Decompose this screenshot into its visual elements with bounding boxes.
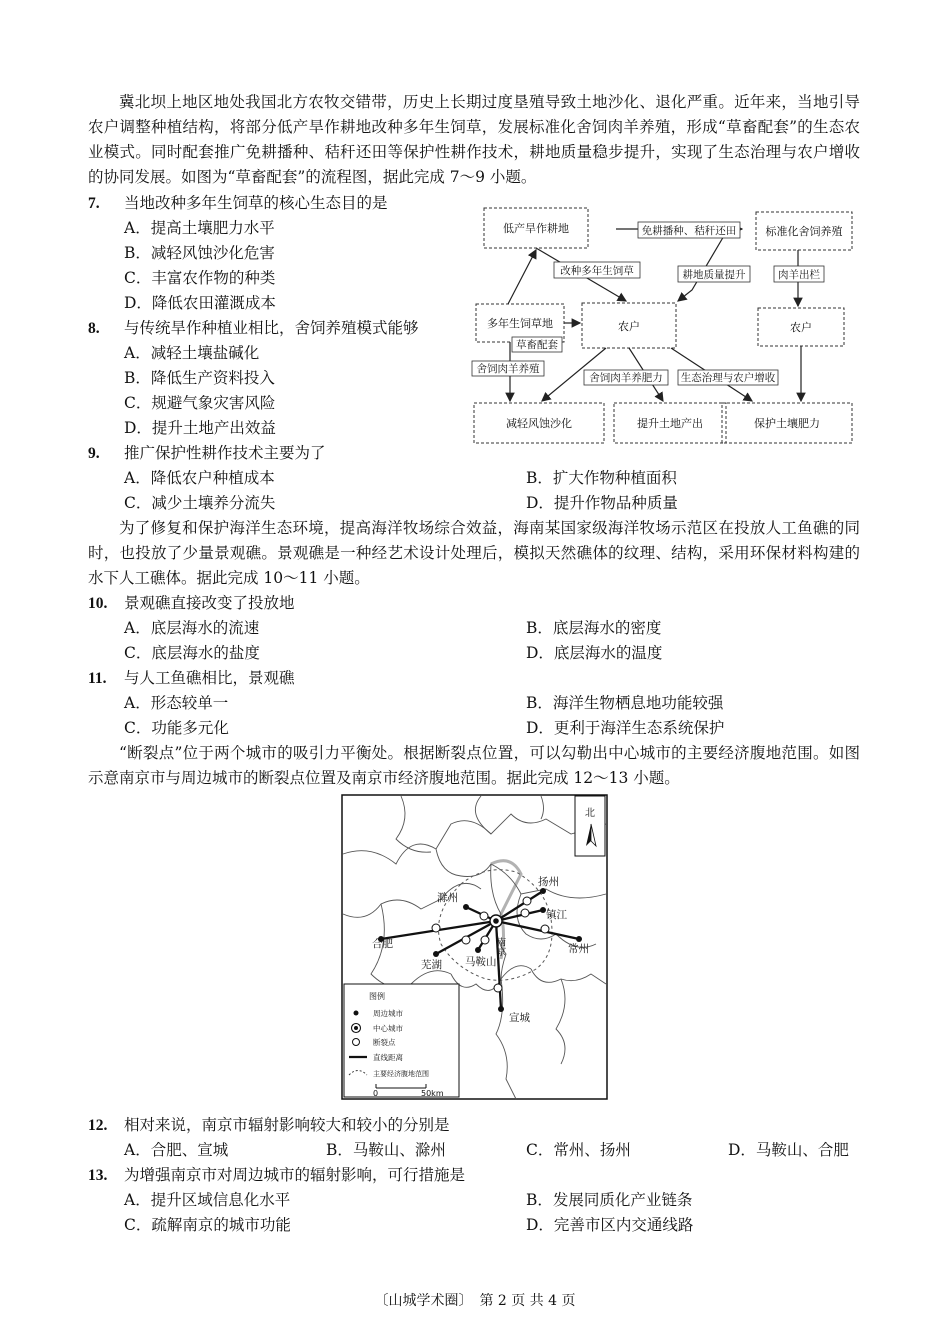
map-legend xyxy=(344,984,459,1098)
legend-surrounding-city: 周边城市 xyxy=(373,1009,403,1018)
option-11b: B．海洋生物栖息地功能较强 xyxy=(526,694,724,712)
option-9c: C．减少土壤养分流失 xyxy=(124,494,276,512)
north-arrow xyxy=(575,796,605,856)
north-label: 北 xyxy=(585,808,595,819)
label-sheep-output: 肉羊出栏 xyxy=(778,269,820,281)
flowchart-diagram xyxy=(466,200,861,448)
option-9a: A．降低农户种植成本 xyxy=(124,469,275,487)
nanjing-map xyxy=(341,794,608,1100)
city-label-hefei: 合肥 xyxy=(372,938,393,950)
option-8b: B．降低生产资料投入 xyxy=(124,369,275,387)
node-farmer-2: 农户 xyxy=(790,321,812,334)
legend-straight-distance: 直线距离 xyxy=(373,1053,403,1062)
question-number: 8. xyxy=(88,320,100,337)
question-9 xyxy=(0,441,860,466)
question-number: 13. xyxy=(88,1167,108,1184)
city-label-wuhu: 芜湖 xyxy=(421,959,442,971)
city-label-chuzhou: 滁州 xyxy=(437,892,458,904)
option-13d: D．完善市区内交通线路 xyxy=(526,1216,694,1234)
city-label-yangzhou: 扬州 xyxy=(538,876,559,888)
label-farmland-quality: 耕地质量提升 xyxy=(682,269,746,281)
legend-central-city: 中心城市 xyxy=(373,1024,403,1033)
question-stem: 与人工鱼礁相比，景观礁 xyxy=(124,669,295,687)
scale-50km: 50km xyxy=(421,1089,444,1098)
option-13a: A．提升区域信息化水平 xyxy=(124,1191,291,1209)
question-stem: 景观礁直接改变了投放地 xyxy=(124,594,295,612)
option-8c: C．规避气象灾害风险 xyxy=(124,394,276,412)
option-12a: A．合肥、宣城 xyxy=(124,1141,229,1159)
legend-breakpoint: 断裂点 xyxy=(373,1038,396,1047)
option-11c: C．功能多元化 xyxy=(124,719,229,737)
question-12 xyxy=(0,1113,860,1138)
legend-hinterland: 主要经济腹地范围 xyxy=(373,1070,429,1078)
question-stem: 当地改种多年生饲草的核心生态目的是 xyxy=(124,194,388,212)
node-low-yield-farmland: 低产旱作耕地 xyxy=(503,222,569,235)
question-number: 10. xyxy=(88,595,108,612)
question-11 xyxy=(0,666,860,691)
question-stem: 推广保护性耕作技术主要为了 xyxy=(124,444,326,462)
question-number: 12. xyxy=(88,1117,108,1134)
option-9d: D．提升作物品种质量 xyxy=(526,494,678,512)
option-9b: B．扩大作物种植面积 xyxy=(526,469,677,487)
label-grass-livestock: 草畜配套 xyxy=(516,339,558,351)
node-standard-feeding: 标准化舍饲养殖 xyxy=(765,225,843,238)
option-8a: A．减轻土壤盐碱化 xyxy=(124,344,260,362)
label-no-till: 免耕播种、秸秆还田 xyxy=(641,225,737,237)
city-label-changzhou: 常州 xyxy=(568,943,589,955)
option-10c: C．底层海水的盐度 xyxy=(124,644,260,662)
option-13b: B．发展同质化产业链条 xyxy=(526,1191,693,1209)
question-13 xyxy=(0,1163,860,1188)
question-7 xyxy=(0,191,470,216)
city-label-zhenjiang: 镇江 xyxy=(546,909,567,921)
node-land-output: 提升土地产出 xyxy=(637,417,703,430)
option-12d: D．马鞍山、合肥 xyxy=(728,1141,849,1159)
option-11d: D．更利于海洋生态系统保护 xyxy=(526,719,725,737)
option-10b: B．底层海水的密度 xyxy=(526,619,662,637)
option-10a: A．底层海水的流速 xyxy=(124,619,260,637)
node-reduce-desertification: 减轻风蚀沙化 xyxy=(506,417,572,430)
passage-10-11: 为了修复和保护海洋生态环境，提高海洋牧场综合效益，海南某国家级海洋牧场示范区在投放人工鱼礁的同时，也投放了少量景观礁。景观礁是一种经艺术设计处理后，模拟天然礁体的纹理、结构，采用环保材料构建的水下人工礁体。据此完成 10～11 小题。 xyxy=(88,519,860,587)
label-manure: 舍饲肉羊养肥力 xyxy=(589,372,663,384)
city-label-nanjing: 南京 xyxy=(494,937,506,956)
node-farmer: 农户 xyxy=(618,320,640,333)
question-number: 9. xyxy=(88,445,100,462)
question-stem: 为增强南京市对周边城市的辐射影响，可行措施是 xyxy=(124,1166,466,1184)
option-7b: B．减轻风蚀沙化危害 xyxy=(124,244,275,262)
option-12b: B．马鞍山、滁州 xyxy=(326,1141,446,1159)
passage-7-9: 冀北坝上地区地处我国北方农牧交错带，历史上长期过度垦殖导致土地沙化、退化严重。近年来，当地引导农户调整种植结构，将部分低产旱作耕地改种多年生饲草，发展标准化舍饲肉羊养殖，形成“草畜配套”的生态农业模式。同时配套推广免耕播种、秸秆还田等保护性耕作技术，耕地质量稳步提升，实现了生态治理与农户增收的协同发展。如图为“草畜配套”的流程图，据此完成 7～9 小题。 xyxy=(88,93,860,186)
label-sheep-feeding: 舍饲肉羊养殖 xyxy=(476,363,540,375)
scale-zero: 0 xyxy=(373,1089,379,1098)
option-7d: D．降低农田灌溉成本 xyxy=(124,294,276,312)
option-7c: C．丰富农作物的种类 xyxy=(124,269,276,287)
option-10d: D．底层海水的温度 xyxy=(526,644,663,662)
city-label-maanshan: 马鞍山 xyxy=(465,956,497,968)
page-footer: 〔山城学术圈〕 第 2 页 共 4 页 xyxy=(374,1293,576,1309)
label-plant-forage: 改种多年生饲草 xyxy=(560,265,634,277)
option-13c: C．疏解南京的城市功能 xyxy=(124,1216,291,1234)
option-11a: A．形态较单一 xyxy=(124,694,229,712)
legend-title: 图例 xyxy=(369,992,385,1001)
question-stem: 相对来说，南京市辐射影响较大和较小的分别是 xyxy=(124,1116,450,1134)
city-label-xuancheng: 宣城 xyxy=(509,1012,530,1024)
label-eco-income: 生态治理与农户增收 xyxy=(680,372,776,384)
node-forage-land: 多年生饲草地 xyxy=(487,317,553,330)
passage-12-13: “断裂点”位于两个城市的吸引力平衡处。根据断裂点位置，可以勾勒出中心城市的主要经济腹地范围。如图示意南京市与周边城市的断裂点位置及南京市经济腹地范围。据此完成 12～13 小题。 xyxy=(88,744,860,787)
question-number: 7. xyxy=(88,195,100,212)
node-soil-fertility: 保护土壤肥力 xyxy=(754,417,820,430)
question-8 xyxy=(0,316,470,341)
option-12c: C．常州、扬州 xyxy=(526,1141,631,1159)
option-7a: A．提高土壤肥力水平 xyxy=(124,219,275,237)
option-8d: D．提升土地产出效益 xyxy=(124,419,276,437)
question-number: 11. xyxy=(88,670,107,687)
question-10 xyxy=(0,591,860,616)
question-stem: 与传统旱作种植业相比，舍饲养殖模式能够 xyxy=(124,319,419,337)
